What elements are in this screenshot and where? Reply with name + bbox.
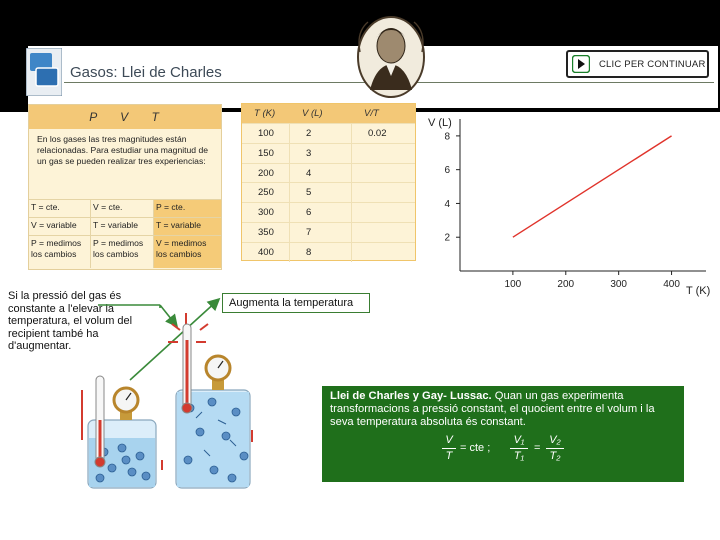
table-cell: 4	[290, 164, 352, 183]
data-table	[241, 103, 416, 261]
table-row	[242, 143, 415, 163]
law-definition-box	[322, 386, 684, 482]
fraction-denominator: T	[445, 450, 453, 462]
info-card	[28, 104, 222, 270]
fraction-numerator: V₁	[513, 434, 525, 446]
condition-cell: P = medimos los cambios	[91, 235, 154, 268]
continue-button-label: CLIC PER CONTINUAR	[599, 58, 706, 70]
fraction-v2-over-t2	[546, 434, 564, 463]
fraction-denominator: T₁	[513, 450, 525, 462]
law-text: Quan un gas experimenta transformacions a pressió constant, el quocient entre el volum i la seva temperatura absoluta és constant.	[330, 390, 655, 428]
x-tick-label: 400	[663, 279, 680, 290]
table-cell: 300	[242, 203, 290, 222]
explanation-text: Si la pressió del gas és constante a l'elevar la temperatura, el volum del recipient també ha d'augmentar.	[8, 290, 133, 353]
y-tick-label: 4	[444, 198, 450, 210]
condition-cell: T = variable	[91, 217, 154, 235]
play-icon	[572, 55, 590, 73]
condition-cell: T = variable	[154, 217, 221, 235]
table-row	[242, 242, 415, 262]
table-cell	[352, 203, 417, 222]
continue-button[interactable]	[566, 50, 709, 78]
table-cell: 2	[290, 124, 352, 143]
table-row	[242, 182, 415, 202]
table-row	[242, 202, 415, 222]
table-cell: 5	[290, 183, 352, 202]
fraction-denominator: T₂	[549, 450, 561, 462]
table-cell: 3	[290, 144, 352, 163]
fraction-numerator: V	[445, 434, 453, 446]
x-tick-label: 100	[504, 279, 522, 290]
page-title: Gasos: Llei de Charles	[70, 64, 222, 81]
x-axis-label: T (K)	[686, 285, 711, 297]
table-cell	[352, 183, 417, 202]
table-cell	[352, 164, 417, 183]
thermometer-cold	[95, 376, 105, 467]
column-header: V (L)	[302, 108, 323, 119]
table-header	[242, 104, 415, 123]
fraction-v-over-t	[442, 434, 456, 463]
equals-constant: = cte ;	[460, 442, 491, 454]
table-cell: 250	[242, 183, 290, 202]
table-cell: 400	[242, 243, 290, 262]
law-formula	[442, 434, 662, 470]
table-cell: 350	[242, 223, 290, 242]
y-tick-label: 6	[444, 165, 450, 177]
fraction-numerator: V₂	[549, 434, 561, 446]
presentation-logo-icon	[26, 48, 62, 96]
condition-cell: T = cte.	[29, 199, 91, 217]
info-card-description: En los gases las tres magnitudes están relacionadas. Para estudiar una magnitud de un gas se pueden realizar tres experiencias:	[37, 134, 209, 166]
condition-cell: P = medimos los cambios	[29, 235, 91, 268]
table-cell: 200	[242, 164, 290, 183]
condition-cell: V = variable	[29, 217, 91, 235]
table-cell	[352, 243, 417, 262]
thermometer-hot	[182, 324, 192, 413]
condition-cell: V = cte.	[91, 199, 154, 217]
table-row	[242, 222, 415, 242]
condition-cell: V = medimos los cambios	[154, 235, 221, 268]
gas-experiment-illustration	[0, 280, 300, 490]
temperature-increase-label: Augmenta la temperatura	[222, 293, 370, 313]
table-cell: 0.02	[368, 128, 387, 139]
table-cell: 6	[290, 203, 352, 222]
y-tick-label: 8	[444, 131, 450, 143]
table-cell: 7	[290, 223, 352, 242]
column-header: V/T	[364, 108, 379, 119]
column-header: T (K)	[254, 108, 276, 119]
table-cell	[352, 144, 417, 163]
law-title: Llei de Charles y Gay- Lussac.	[330, 390, 492, 402]
series-line	[513, 136, 672, 237]
fraction-v1-over-t1	[510, 434, 528, 463]
condition-cell: P = cte.	[154, 199, 221, 217]
table-cell: 100	[242, 124, 290, 143]
scientist-portrait-icon	[356, 12, 426, 98]
info-card-header: P V T	[29, 105, 221, 129]
y-tick-label: 2	[444, 232, 450, 244]
volume-temperature-chart	[420, 103, 718, 303]
table-cell	[352, 223, 417, 242]
equals-sign: =	[534, 442, 541, 454]
table-row	[242, 163, 415, 183]
conditions-grid	[29, 199, 221, 268]
x-tick-label: 200	[557, 279, 575, 290]
y-axis-label: V (L)	[428, 117, 452, 129]
x-tick-label: 300	[610, 279, 628, 290]
table-cell: 150	[242, 144, 290, 163]
table-row	[242, 123, 415, 143]
table-cell: 8	[290, 243, 352, 262]
